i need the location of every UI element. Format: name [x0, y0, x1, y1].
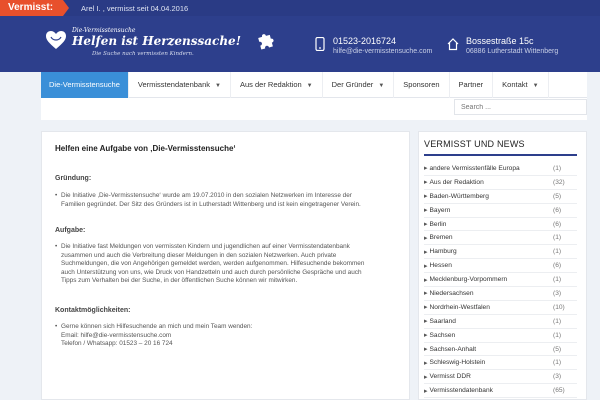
text-line[interactable]: Email: hilfe@die-vermisstensuche.com	[61, 331, 172, 339]
nav-label: Aus der Redaktion	[239, 80, 302, 89]
category-name[interactable]: Baden-Württemberg	[429, 192, 489, 200]
site-header	[0, 16, 600, 72]
nav-partner[interactable]	[450, 72, 494, 98]
bullet-icon: ▸	[424, 262, 428, 270]
category-count: (1)	[553, 276, 562, 284]
bullet-icon: ▸	[424, 346, 428, 354]
section-aufgabe-label: Aufgabe:	[55, 227, 86, 234]
contact-phone-block	[314, 36, 432, 55]
sidebar	[418, 131, 587, 400]
bullet-icon: ▸	[424, 193, 428, 201]
category-count: (1)	[553, 248, 562, 256]
logo-small-text: Die-Vermisstensuche	[72, 27, 136, 34]
category-item[interactable]	[424, 176, 577, 190]
category-list	[424, 162, 577, 398]
category-item[interactable]	[424, 273, 577, 287]
category-name[interactable]: Vermisstendatenbank	[429, 387, 493, 395]
bullet-icon: ▸	[424, 234, 428, 242]
category-name[interactable]: Saarland	[429, 317, 456, 325]
bullet-icon: ▸	[424, 221, 428, 228]
category-count: (3)	[553, 373, 562, 381]
nav-label: Vermisstendatenbank	[137, 80, 211, 89]
contact-street: Bossestraße 15c	[466, 36, 534, 46]
search-bar-row	[41, 98, 587, 120]
contact-email[interactable]: hilfe@die-vermisstensuche.com	[333, 48, 433, 55]
category-name[interactable]: Hessen	[429, 262, 452, 270]
bullet-icon: ▸	[424, 387, 428, 395]
category-count: (6)	[553, 206, 562, 214]
nav-label: Kontakt	[502, 80, 528, 89]
contact-address-block	[447, 36, 558, 55]
nav-label: Sponsoren	[403, 80, 440, 89]
text-line: Telefon / Whatsapp: 01523 – 20 16 724	[61, 340, 173, 348]
bullet-icon: ▸	[424, 290, 428, 298]
text-line: Die Initiative ‚Die-Vermisstensuche‘ wurde am 19.07.2010 in den sozialen Netzwerken im Interesse der	[61, 192, 352, 199]
ticker-text[interactable]: Arel I. , vermisst seit 04.04.2016	[81, 3, 189, 13]
nav-label: Die-Vermisstensuche	[49, 80, 120, 89]
news-ticker	[0, 0, 600, 16]
bullet-icon: ▸	[424, 318, 428, 326]
category-item[interactable]	[424, 301, 577, 315]
nav-der-gruender[interactable]	[323, 72, 395, 98]
text-line: Die Initiative fast Meldungen von vermissten Kindern und jugendlichen auf einer Vermisstendatenbank	[61, 243, 350, 250]
bullet-icon: ▸	[424, 304, 428, 312]
nav-sponsoren[interactable]	[394, 72, 449, 98]
chevron-down-icon: ▼	[378, 83, 385, 89]
category-count: (65)	[553, 387, 565, 395]
category-count: (5)	[553, 192, 562, 200]
category-name[interactable]: Aus der Redaktion	[429, 178, 484, 186]
search-input[interactable]	[454, 99, 587, 115]
category-name[interactable]: Mecklenburg-Vorpommern	[429, 276, 508, 284]
category-name[interactable]: Berlin	[429, 220, 447, 228]
text-line: Tipps zum Verhalten bei der Suche, in der öffentlichen Suche können wir mitwirken.	[61, 277, 298, 285]
section-kontakt-label: Kontaktmöglichkeiten:	[55, 307, 131, 314]
category-count: (1)	[553, 331, 562, 339]
category-name[interactable]: andere Vermisstenfälle Europa	[429, 164, 520, 172]
category-name[interactable]: Bayern	[429, 206, 451, 214]
bullet-icon: ▸	[424, 359, 428, 367]
category-item[interactable]	[424, 245, 577, 259]
text-line: Suchmeldungen, die von Angehörigen gemeldet werden, werden aufgenommen. Hilfesuchende bekommen	[61, 260, 365, 268]
category-item[interactable]	[424, 356, 577, 370]
category-count: (6)	[553, 262, 562, 270]
bullet-icon: ▸	[424, 165, 428, 173]
category-item[interactable]	[424, 287, 577, 301]
text-line: Gerne können sich Hilfesuchende an mich und mein Team wenden:	[61, 323, 253, 330]
category-count: (1)	[553, 164, 562, 172]
category-item[interactable]	[424, 231, 577, 245]
category-item[interactable]	[424, 204, 577, 218]
contact-city: 06886 Lutherstadt Wittenberg	[466, 48, 559, 55]
nav-die-vermisstensuche[interactable]	[41, 72, 129, 98]
chevron-down-icon: ▼	[532, 83, 539, 89]
site-logo[interactable]	[44, 26, 276, 60]
nav-vermisstendatenbank[interactable]	[129, 72, 231, 98]
main-navigation	[41, 72, 587, 98]
section-gruendung-label: Gründung:	[55, 175, 92, 182]
chevron-down-icon: ▼	[306, 83, 313, 89]
logo-slogan: Helfen ist Herzenssache!	[72, 34, 241, 48]
chevron-down-icon: ▼	[215, 83, 221, 89]
category-name[interactable]: Niedersachsen	[429, 289, 474, 297]
section-aufgabe-text: • Die Initiative fast Meldungen von vermissten Kindern und jugendlichen auf einer Vermisstendatenbank zusammen und auch die Verbreitung dieser Meldungen in den sozialen Netzwerken. Auch private Suchmeldungen, die von Angehörigen gemeldet werden, werden aufgenommen. Hilfesuchende bekommen auch Unterstützung von uns, wie Druck von Handzetteln und auch durch persönliche Gespräche und auch Tipps zum Verhalten bei der Suche, in der öffentlichen Suche können wir mitwirken.	[61, 243, 406, 286]
puzzle-icon	[256, 30, 276, 50]
category-item[interactable]	[424, 370, 577, 384]
category-name[interactable]: Schleswig-Holstein	[429, 359, 486, 367]
category-count: (6)	[553, 220, 562, 228]
section-kontakt-text: • Gerne können sich Hilfesuchende an mich und mein Team wenden: Email: hilfe@die-vermisstensuche.com Telefon / Whatsapp: 01523 – 20 16 724	[61, 323, 406, 349]
bullet-icon: ▸	[424, 276, 428, 284]
category-item[interactable]	[424, 315, 577, 329]
category-count: (5)	[553, 345, 562, 353]
category-name[interactable]: Vermisst DDR	[429, 373, 471, 381]
contact-phone[interactable]: 01523-2016724	[333, 36, 397, 46]
category-item[interactable]	[424, 259, 577, 273]
page-title: Helfen eine Aufgabe von ‚Die-Vermisstensuche‘	[55, 144, 236, 153]
text-line: auch Unterstützung von uns, wie Druck von Handzetteln und auch durch persönliche Gespräche und auch	[61, 268, 362, 276]
category-name[interactable]: Nordrhein-Westfalen	[429, 303, 490, 311]
category-count: (1)	[553, 234, 562, 242]
category-name[interactable]: Sachsen-Anhalt	[429, 345, 477, 353]
nav-label: Der Gründer	[331, 80, 374, 89]
nav-label: Partner	[458, 80, 484, 89]
category-count: (32)	[553, 178, 565, 186]
category-item[interactable]	[424, 162, 577, 176]
category-name[interactable]: Bremen	[429, 234, 453, 242]
category-count: (1)	[553, 359, 562, 367]
bullet-icon: ▸	[424, 207, 428, 215]
section-gruendung-text: • Die Initiative ‚Die-Vermisstensuche‘ wurde am 19.07.2010 in den sozialen Netzwerken im Interesse der Familien gegründet. Der Sitz des Gründers ist in Lutherstadt Wittenberg und ist kein eingetragener Verein.	[61, 192, 406, 209]
logo-subtitle: Die Suche nach vermissten Kindern.	[92, 51, 194, 57]
phone-icon	[314, 37, 326, 51]
category-name[interactable]: Hamburg	[429, 248, 457, 256]
home-icon	[447, 37, 459, 51]
category-item[interactable]	[424, 329, 577, 343]
category-item[interactable]	[424, 384, 577, 398]
bullet-icon: ▸	[424, 373, 428, 381]
nav-kontakt[interactable]	[493, 72, 548, 98]
text-line: zusammen und auch die Verbreitung dieser Meldungen in den sozialen Netzwerken. Auch private	[61, 251, 337, 259]
text-line: Familien gegründet. Der Sitz des Gründers ist in Lutherstadt Wittenberg und ist kein eingetragener Verein.	[61, 200, 361, 208]
nav-aus-der-redaktion[interactable]	[231, 72, 323, 98]
bullet-icon: ▸	[424, 179, 428, 187]
category-count: (1)	[553, 317, 562, 325]
category-count: (3)	[553, 289, 562, 297]
heart-hands-icon	[44, 28, 68, 52]
ticker-label: Vermisst:	[0, 0, 63, 16]
sidebar-title: VERMISST UND NEWS	[424, 139, 525, 149]
bullet-icon: ▸	[424, 332, 428, 340]
sidebar-title-underline	[424, 154, 577, 156]
category-name[interactable]: Sachsen	[429, 331, 456, 339]
category-item[interactable]	[424, 218, 577, 232]
category-count: (10)	[553, 303, 565, 311]
bullet-icon: ▸	[424, 248, 428, 256]
category-item[interactable]	[424, 190, 577, 204]
category-item[interactable]	[424, 343, 577, 357]
main-content	[41, 131, 410, 400]
